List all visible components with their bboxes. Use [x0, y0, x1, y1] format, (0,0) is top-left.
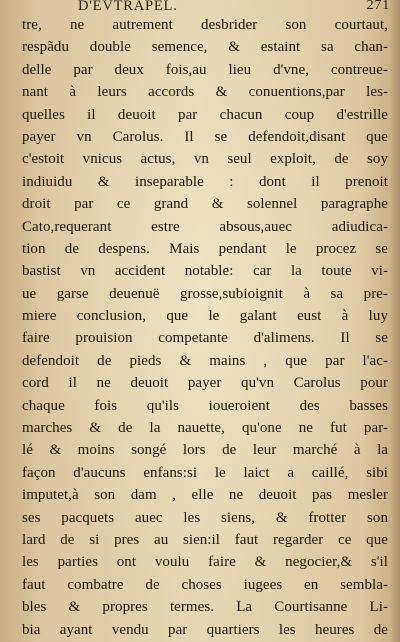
text-line: delle par deux fois,au lieu d'vne, contreue-	[22, 61, 388, 78]
text-line: Cato,requerant estre absous,auec adiudica-	[22, 218, 388, 235]
text-line: c'estoit vnicus actus, vn seul exploit, de soy	[22, 151, 388, 168]
text-line: nant à leurs accords & conuentions,par les-	[22, 84, 388, 101]
text-line: ses pacquets auec les siens, & frotter son	[22, 509, 388, 526]
text-line: chaque fois qu'ils ioueroient des basses	[22, 397, 388, 414]
text-line: lard de si pres au sien:il faut regarder ce que	[22, 531, 388, 548]
text-line: droit par ce grand & solennel paragraphe	[22, 196, 388, 213]
text-line: ue garse deuenuë grosse,subioignit à sa pre-	[22, 285, 388, 302]
text-line: façon d'aucuns enfans:si le laict a caillé, sibi	[22, 464, 388, 481]
page-number: 271	[366, 0, 390, 13]
running-head: D'EVTRAPEL.	[78, 0, 178, 14]
text-line: les parties ont voulu faire & negocier,& s'il	[22, 554, 388, 571]
text-line: bastist vn accident notable: car la toute vi-	[22, 263, 388, 280]
text-line: marches & de la nauette, qu'one ne fut par-	[22, 420, 388, 437]
text-line: quelles il deuoit par chacun coup d'estrille	[22, 106, 388, 123]
text-line: tre, ne autrement desbrider son courtaut,	[22, 17, 388, 33]
text-line: bles & propres termes. La Courtisanne Li-	[22, 599, 388, 616]
text-line: tion de despens. Mais pendant le procez se	[22, 240, 388, 257]
text-line: payer vn Carolus. Il se defendoit,disant que	[22, 128, 388, 145]
text-line: defendoit de pieds & mains , que par l'ac-	[22, 352, 388, 369]
text-line: lé & moins songé lors de leur marché à la	[22, 442, 388, 459]
body-text	[22, 14, 388, 641]
text-line: faut combatre de choses iugees en sembla-	[22, 576, 388, 593]
text-line: respãdu double semence, & estaint sa chan-	[22, 39, 388, 56]
text-line: bia ayant vendu par quartiers les heures de	[22, 621, 388, 638]
text-line: cord il ne deuoit payer qu'vn Carolus pour	[22, 375, 388, 392]
text-line: faire prouision competante d'alimens. Il se	[22, 330, 388, 347]
text-line: indiuidu & inseparable : dont il prenoit	[22, 173, 388, 190]
text-line: imputet,à son dam , elle ne deuoit pas mesler	[22, 487, 388, 504]
text-line: miere conclusion, que le galant eust à luy	[22, 308, 388, 325]
